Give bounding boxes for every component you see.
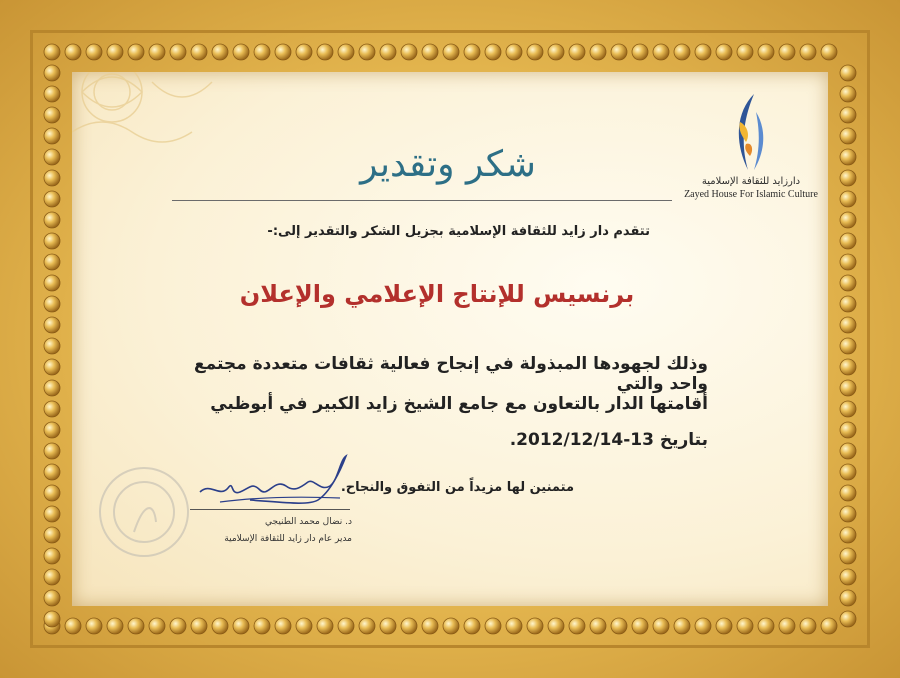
frame-bead — [44, 485, 60, 501]
frame-bead — [653, 44, 669, 60]
frame-bead — [149, 44, 165, 60]
frame-bead — [191, 44, 207, 60]
frame-bead — [44, 464, 60, 480]
frame-bead — [840, 65, 856, 81]
frame-bead — [233, 44, 249, 60]
frame-bead — [44, 548, 60, 564]
frame-bead — [674, 44, 690, 60]
recipient-name: برنسيس للإنتاج الإعلامي والإعلان — [239, 280, 635, 308]
intro-text: تتقدم دار زايد للثقافة الإسلامية بجزيل الشكر والتقدير إلى:- — [267, 224, 650, 239]
frame-bead — [296, 618, 312, 634]
frame-bead — [840, 380, 856, 396]
frame-bead — [464, 618, 480, 634]
frame-bead — [44, 149, 60, 165]
frame-bead — [840, 212, 856, 228]
frame-bead — [548, 44, 564, 60]
frame-bead — [44, 590, 60, 606]
frame-bead — [44, 359, 60, 375]
certificate-paper — [72, 72, 828, 606]
frame-bead — [737, 44, 753, 60]
handwritten-signature — [190, 452, 360, 512]
faded-seal-stamp — [94, 462, 194, 562]
frame-bead — [590, 44, 606, 60]
frame-bead — [128, 618, 144, 634]
frame-bead — [674, 618, 690, 634]
frame-bead — [527, 44, 543, 60]
frame-bead — [485, 618, 501, 634]
frame-bead — [840, 317, 856, 333]
frame-bead — [44, 254, 60, 270]
frame-bead — [840, 338, 856, 354]
frame-bead — [380, 618, 396, 634]
frame-bead — [170, 44, 186, 60]
certificate-title: شكر وتقدير — [360, 144, 536, 185]
frame-bead — [632, 44, 648, 60]
frame-bead — [44, 611, 60, 627]
frame-bead — [359, 618, 375, 634]
frame-bead — [611, 44, 627, 60]
frame-bead — [569, 618, 585, 634]
frame-bead — [716, 44, 732, 60]
frame-bead — [275, 44, 291, 60]
frame-bead — [212, 618, 228, 634]
frame-bead — [338, 44, 354, 60]
closing-wish: متمنين لها مزيداً من التفوق والنجاح. — [340, 480, 574, 495]
frame-bead — [254, 44, 270, 60]
frame-bead — [840, 254, 856, 270]
frame-bead — [44, 275, 60, 291]
frame-bead — [840, 128, 856, 144]
frame-bead — [840, 590, 856, 606]
frame-bead — [695, 618, 711, 634]
frame-bead — [821, 44, 837, 60]
frame-bead — [401, 44, 417, 60]
frame-bead — [840, 233, 856, 249]
corner-arabesque-ornament — [72, 72, 252, 192]
frame-bead — [590, 618, 606, 634]
logo-arabic-name: دارزايد للثقافة الإسلامية — [701, 176, 801, 187]
frame-bead — [44, 86, 60, 102]
frame-bead — [44, 296, 60, 312]
frame-bead — [212, 44, 228, 60]
frame-bead — [506, 618, 522, 634]
frame-bead — [840, 359, 856, 375]
frame-bead — [840, 611, 856, 627]
frame-bead — [149, 618, 165, 634]
frame-bead — [191, 618, 207, 634]
frame-bead — [569, 44, 585, 60]
frame-bead — [548, 618, 564, 634]
frame-bead — [44, 443, 60, 459]
frame-bead — [464, 44, 480, 60]
frame-bead — [779, 618, 795, 634]
title-divider — [172, 200, 672, 201]
frame-bead — [107, 618, 123, 634]
frame-bead — [611, 618, 627, 634]
frame-bead — [401, 618, 417, 634]
frame-bead — [840, 527, 856, 543]
frame-bead — [44, 527, 60, 543]
frame-bead — [758, 44, 774, 60]
frame-bead — [44, 401, 60, 417]
frame-bead — [44, 44, 60, 60]
frame-bead — [840, 149, 856, 165]
frame-bead — [65, 618, 81, 634]
frame-bead — [695, 44, 711, 60]
frame-bead — [840, 401, 856, 417]
frame-bead — [44, 380, 60, 396]
frame-bead — [840, 485, 856, 501]
frame-bead — [422, 44, 438, 60]
frame-bead — [422, 618, 438, 634]
frame-bead — [485, 44, 501, 60]
frame-bead — [506, 44, 522, 60]
frame-bead — [632, 618, 648, 634]
frame-bead — [779, 44, 795, 60]
frame-bead — [840, 464, 856, 480]
frame-bead — [443, 44, 459, 60]
frame-bead — [653, 618, 669, 634]
frame-bead — [254, 618, 270, 634]
frame-bead — [44, 233, 60, 249]
frame-bead — [840, 191, 856, 207]
frame-bead — [317, 618, 333, 634]
frame-bead — [65, 44, 81, 60]
frame-bead — [128, 44, 144, 60]
frame-bead — [737, 618, 753, 634]
body-line-1: وذلك لجهودها المبذولة في إنجاح فعالية ثقافات متعددة مجتمع واحد والتي — [193, 354, 708, 394]
signatory-name: د. نضال محمد الطنيجي — [265, 517, 352, 527]
frame-bead — [233, 618, 249, 634]
frame-bead — [275, 618, 291, 634]
signature-line — [190, 509, 350, 510]
frame-bead — [840, 275, 856, 291]
frame-bead — [716, 618, 732, 634]
frame-bead — [86, 618, 102, 634]
frame-bead — [527, 618, 543, 634]
frame-bead — [840, 170, 856, 186]
body-line-3: بتاريخ 13-2012/12/14. — [509, 430, 708, 450]
zayed-house-logo — [676, 92, 826, 202]
frame-bead — [800, 44, 816, 60]
frame-bead — [44, 338, 60, 354]
frame-bead — [44, 212, 60, 228]
frame-bead — [107, 44, 123, 60]
frame-bead — [44, 191, 60, 207]
frame-bead — [296, 44, 312, 60]
frame-bead — [800, 618, 816, 634]
frame-bead — [44, 422, 60, 438]
frame-bead — [840, 506, 856, 522]
frame-bead — [359, 44, 375, 60]
frame-bead — [338, 618, 354, 634]
frame-bead — [840, 443, 856, 459]
frame-bead — [44, 506, 60, 522]
frame-bead — [758, 618, 774, 634]
frame-bead — [821, 618, 837, 634]
frame-bead — [44, 170, 60, 186]
frame-bead — [44, 569, 60, 585]
logo-english-name: Zayed House For Islamic Culture — [684, 189, 818, 200]
frame-bead — [380, 44, 396, 60]
frame-bead — [840, 107, 856, 123]
frame-bead — [44, 65, 60, 81]
frame-bead — [86, 44, 102, 60]
frame-bead — [840, 422, 856, 438]
frame-bead — [170, 618, 186, 634]
frame-bead — [44, 128, 60, 144]
frame-bead — [840, 569, 856, 585]
frame-bead — [443, 618, 459, 634]
flame-emblem-icon — [726, 92, 776, 174]
frame-bead — [44, 107, 60, 123]
frame-bead — [44, 317, 60, 333]
frame-bead — [317, 44, 333, 60]
body-line-2: أقامتها الدار بالتعاون مع جامع الشيخ زايد الكبير في أبوظبي — [210, 394, 708, 414]
frame-bead — [840, 86, 856, 102]
frame-bead — [840, 296, 856, 312]
frame-bead — [840, 548, 856, 564]
signatory-title: مدير عام دار زايد للثقافة الإسلامية — [224, 534, 352, 544]
